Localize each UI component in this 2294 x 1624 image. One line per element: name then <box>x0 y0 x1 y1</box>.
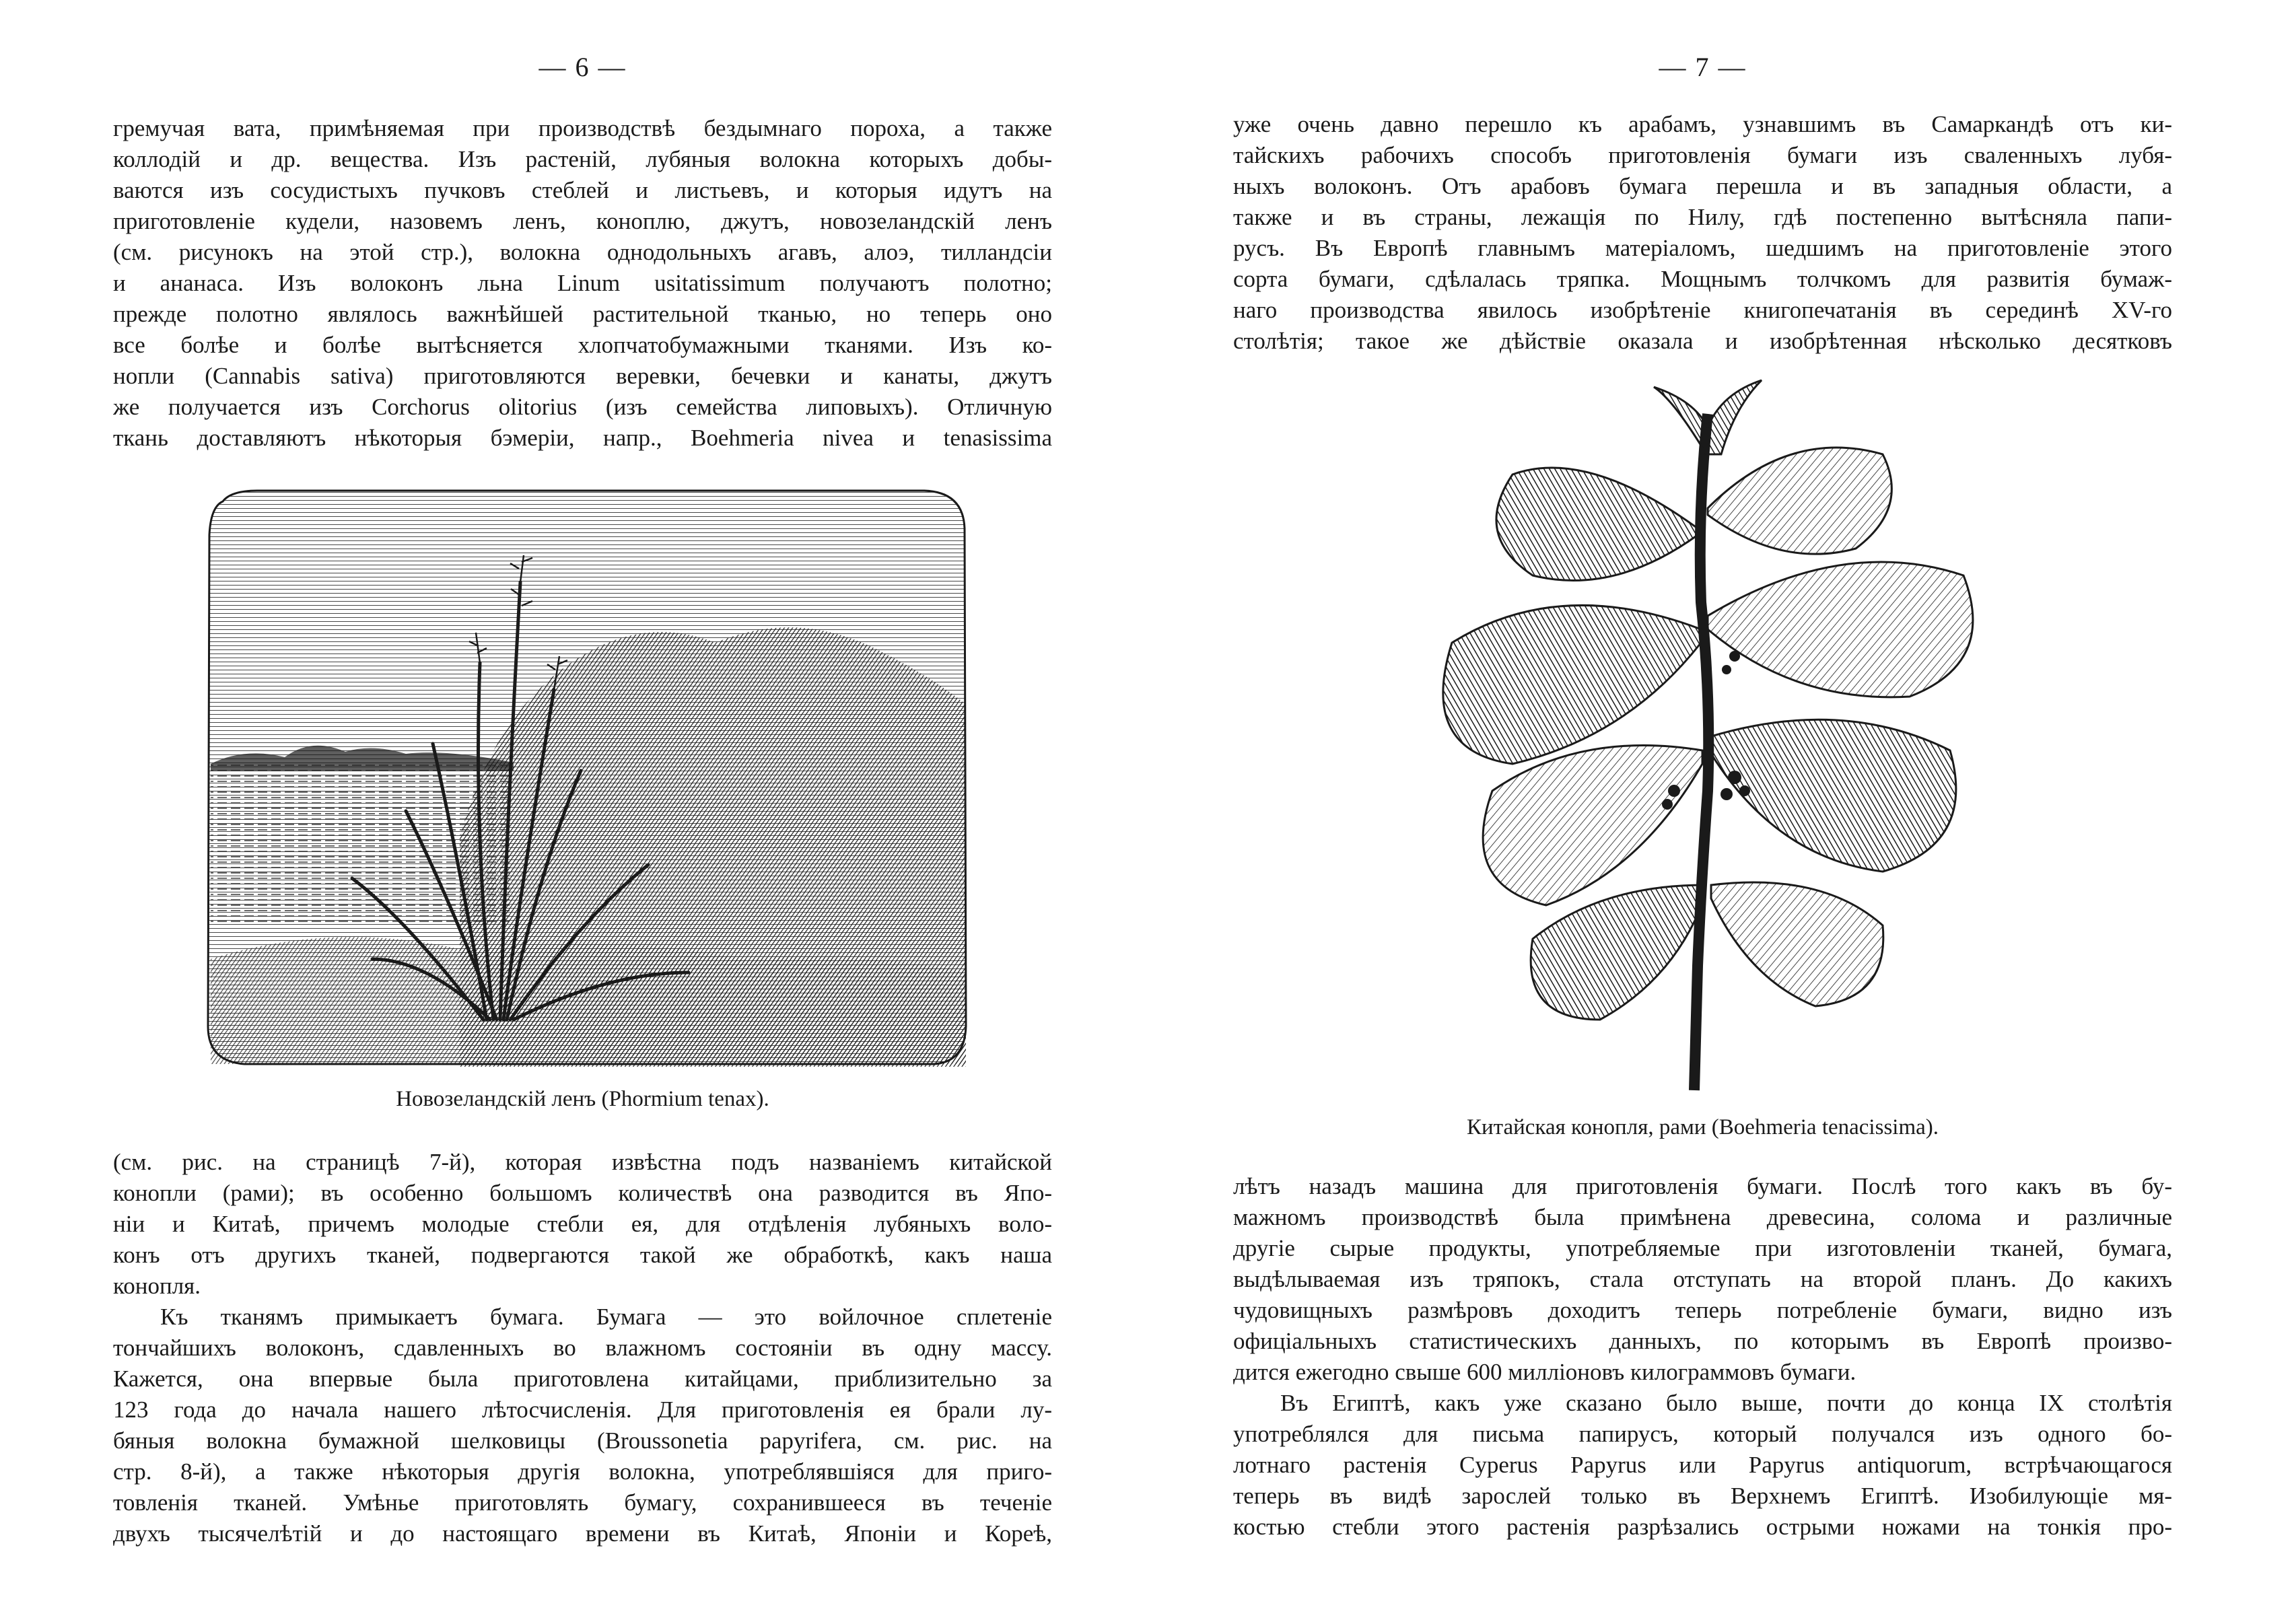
text-line: 123 года до начала нашего лѣтосчисленія. Для приготовленія ея брали лу- <box>113 1397 1052 1423</box>
text-line: нопли (Cannabis sativa) приготовляются веревки, бечевки и канаты, джутъ <box>113 363 1052 389</box>
figure-caption: Китайская конопля, рами (Boehmeria tenacissima). <box>1466 1115 1939 1139</box>
text-line: (см. рисунокъ на этой стр.), волокна однодольныхъ агавъ, алоэ, тилландсіи <box>113 239 1052 265</box>
phormium-tenax-engraving-icon <box>204 488 968 1067</box>
text-line: лотнаго растенія Cyperus Papyrus или Papyrus antiquorum, встрѣчающагося <box>1233 1452 2172 1478</box>
text-line: ваются изъ сосудистыхъ пучковъ стеблей и листьевъ, и которыя идутъ на <box>113 177 1052 203</box>
text-line: же получается изъ Corchorus olitorius (изъ семейства липовыхъ). Отличную <box>113 394 1052 420</box>
text-line: прежде полотно являлось важнѣйшей растительной тканью, но теперь оно <box>113 301 1052 327</box>
text-line: гремучая вата, примѣняемая при производствѣ бездымнаго пороха, а также <box>113 115 1052 141</box>
text-line: дится ежегодно свыше 600 милліоновъ килограммовъ бумаги. <box>1233 1359 1856 1385</box>
text-line: другіе сырые продукты, употребляемые при изготовленіи тканей, бумага, <box>1233 1235 2172 1261</box>
text-line: мажномъ производствѣ была примѣнена древесина, солома и различные <box>1233 1204 2172 1230</box>
text-line: чудовищныхъ размѣровъ доходитъ теперь потребленіе бумаги, видно изъ <box>1233 1297 2172 1323</box>
text-line: товленія тканей. Умѣнье приготовлять бумагу, сохранившееся въ теченіе <box>113 1489 1052 1516</box>
text-line: и ананаса. Изъ волоконъ льна Linum usitatissimum получаютъ полотно; <box>113 270 1052 296</box>
text-line: русъ. Въ Европѣ главнымъ матеріаломъ, шедшимъ на приготовленіе этого <box>1233 235 2172 261</box>
text-line: Кажется, она впервые была приготовлена китайцами, приблизительно за <box>113 1366 1052 1392</box>
text-block-bottom <box>113 1147 1052 1549</box>
text-line: стр. 8-й), а также нѣкоторыя другія волокна, употреблявшіяся для приго- <box>113 1458 1052 1485</box>
text-line: ніи и Китаѣ, причемъ молодые стебли ея, для отдѣленія лубяныхъ воло- <box>113 1211 1052 1237</box>
text-line: употреблялся для письма папирусъ, который получался изъ одного бо- <box>1233 1421 2172 1447</box>
text-line: теперь въ видѣ зарослей только въ Верхнемъ Египтѣ. Изобилующіе мя- <box>1233 1483 2172 1509</box>
text-line: выдѣлываемая изъ тряпокъ, стала отступать на второй планъ. До какихъ <box>1233 1266 2172 1292</box>
text-block-top <box>113 113 1052 454</box>
text-line: столѣтія; такое же дѣйствіе оказала и изобрѣтенная нѣсколько десятковъ <box>1233 328 2172 354</box>
text-line: уже очень давно перешло къ арабамъ, узнавшимъ въ Самаркандѣ отъ ки- <box>1233 111 2172 137</box>
text-line: конъ отъ другихъ тканей, подвергаются такой же обработкѣ, какъ наша <box>113 1242 1052 1268</box>
text-line: ныхъ волоконъ. Отъ арабовъ бумага перешла и въ западныя области, а <box>1233 173 2172 199</box>
text-block-top <box>1233 109 2172 357</box>
text-line: сорта бумаги, сдѣлалась тряпка. Мощнымъ толчкомъ для развитія бумаж- <box>1233 266 2172 292</box>
text-line: конопля. <box>113 1273 201 1299</box>
text-line: конопли (рами); въ особенно большомъ количествѣ она разводится въ Япо- <box>113 1180 1052 1206</box>
text-line: коллодій и др. вещества. Изъ растеній, лубяныя волокна которыхъ добы- <box>113 146 1052 172</box>
text-line: тайскихъ рабочихъ способъ приготовленія бумаги изъ сваленныхъ лубя- <box>1233 142 2172 168</box>
text-line: тончайшихъ волоконъ, сдавленныхъ во влажномъ состояніи въ одну массу. <box>113 1335 1052 1361</box>
text-line: также и въ страны, лежащія по Нилу, гдѣ постепенно вытѣсняла папи- <box>1233 204 2172 230</box>
text-line: Въ Египтѣ, какъ уже сказано было выше, почти до конца IX столѣтія <box>1280 1390 2172 1416</box>
text-line: Къ тканямъ примыкаетъ бумага. Бумага — это войлочное сплетеніе <box>160 1304 1052 1330</box>
text-block-bottom <box>1233 1171 2172 1543</box>
page-number: — 7 — <box>1659 52 1747 82</box>
text-line: все болѣе и болѣе вытѣсняется хлопчатобумажными тканями. Изъ ко- <box>113 332 1052 358</box>
figure-caption: Новозеландскій ленъ (Phormium tenax). <box>396 1087 769 1111</box>
text-line: (см. рис. на страницѣ 7-й), которая извѣстна подъ названіемъ китайской <box>113 1149 1052 1175</box>
text-line: приготовленіе кудели, назовемъ ленъ, коноплю, джутъ, новозеландскій ленъ <box>113 208 1052 234</box>
right-page <box>1233 0 2172 1624</box>
text-line: двухъ тысячелѣтій и до настоящаго времени въ Китаѣ, Японіи и Кореѣ, <box>113 1520 1052 1547</box>
text-line: бяныя волокна бумажной шелковицы (Broussonetia papyrifera, см. рис. на <box>113 1427 1052 1454</box>
text-line: костью стебли этого растенія разрѣзались острыми ножами на тонкія про- <box>1233 1514 2172 1540</box>
text-line: ткань доставляютъ нѣкоторыя бэмеріи, напр., Boehmeria nivea и tenasissima <box>113 425 1052 451</box>
boehmeria-engraving-icon <box>1358 374 1997 1094</box>
left-page <box>113 0 1052 1624</box>
text-line: лѣтъ назадъ машина для приготовленія бумаги. Послѣ того какъ въ бу- <box>1233 1173 2172 1199</box>
page-number: — 6 — <box>538 52 627 82</box>
text-line: офиціальныхъ статистическихъ данныхъ, по которымъ въ Европѣ произво- <box>1233 1328 2172 1354</box>
text-line: наго производства явилось изобрѣтеніе книгопечатанія въ серединѣ XV-го <box>1233 297 2172 323</box>
